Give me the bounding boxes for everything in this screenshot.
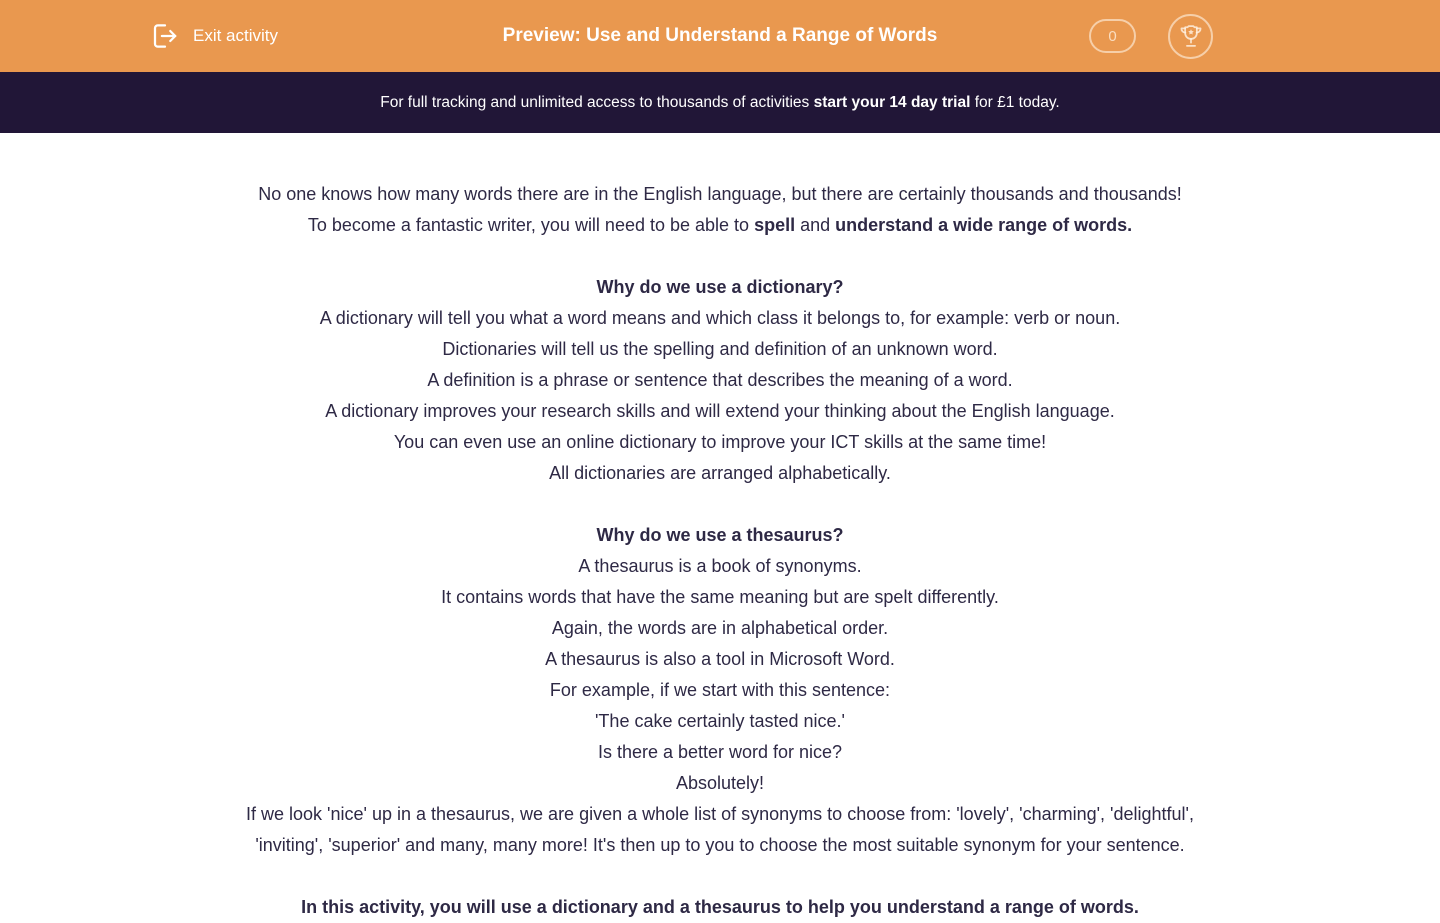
text-line: A dictionary will tell you what a word means and which class it belongs to, for example: verb or noun. <box>319 308 1121 328</box>
text-line: You can even use an online dictionary to improve your ICT skills at the same time! <box>393 432 1047 452</box>
trophy-icon <box>1177 22 1205 50</box>
text-line: Is there a better word for nice? <box>597 742 843 762</box>
trial-banner-text: For full tracking and unlimited access to thousands of activities start your 14 day trial for £1 today. <box>380 93 1060 111</box>
exit-activity-label: Exit activity <box>193 26 279 45</box>
activity-content <box>0 133 1440 917</box>
text-line: 'The cake certainly tasted nice.' <box>595 711 845 731</box>
trial-banner[interactable] <box>0 72 1440 133</box>
text-line: It contains words that have the same meaning but are spelt differently. <box>441 587 999 607</box>
page-title: Preview: Use and Understand a Range of Words <box>502 25 938 46</box>
score-value: 0 <box>1108 27 1117 45</box>
text-block <box>0 272 1440 489</box>
text-line: A dictionary improves your research skills and will extend your thinking about the English language. <box>325 401 1115 421</box>
text-block <box>0 892 1440 923</box>
text-line: Dictionaries will tell us the spelling and definition of an unknown word. <box>442 339 998 359</box>
text-line: 'inviting', 'superior' and many, many more! It's then up to you to choose the most suitable synonym for your sentence. <box>255 835 1185 855</box>
text-line: No one knows how many words there are in the English language, but there are certainly thousands and thousands! <box>258 184 1182 204</box>
text-block <box>0 179 1440 241</box>
trophy-button[interactable] <box>1168 14 1213 59</box>
text-line: For example, if we start with this sentence: <box>549 680 891 700</box>
text-line: Absolutely! <box>675 773 765 793</box>
text-line: Why do we use a thesaurus? <box>596 525 844 545</box>
app-header <box>0 0 1440 72</box>
text-line: All dictionaries are arranged alphabetically. <box>549 463 891 483</box>
text-block <box>0 520 1440 861</box>
content-blocks <box>0 179 1440 923</box>
score-badge[interactable] <box>1089 19 1136 53</box>
header-actions <box>1089 0 1213 72</box>
text-line: Again, the words are in alphabetical order. <box>551 618 889 638</box>
text-line: To become a fantastic writer, you will need to be able to spell and understand a wide range of words. <box>307 215 1133 235</box>
text-line: Why do we use a dictionary? <box>596 277 844 297</box>
text-line: If we look 'nice' up in a thesaurus, we are given a whole list of synonyms to choose from: 'lovely', 'charming', 'delightful', <box>246 804 1194 824</box>
text-line: A thesaurus is a book of synonyms. <box>578 556 862 576</box>
text-line: In this activity, you will use a dictionary and a thesaurus to help you understand a range of words. <box>301 897 1139 917</box>
text-line: A definition is a phrase or sentence that describes the meaning of a word. <box>427 370 1013 390</box>
text-line: A thesaurus is also a tool in Microsoft Word. <box>545 649 895 669</box>
exit-activity-button[interactable] <box>150 0 278 72</box>
exit-icon <box>150 21 180 51</box>
